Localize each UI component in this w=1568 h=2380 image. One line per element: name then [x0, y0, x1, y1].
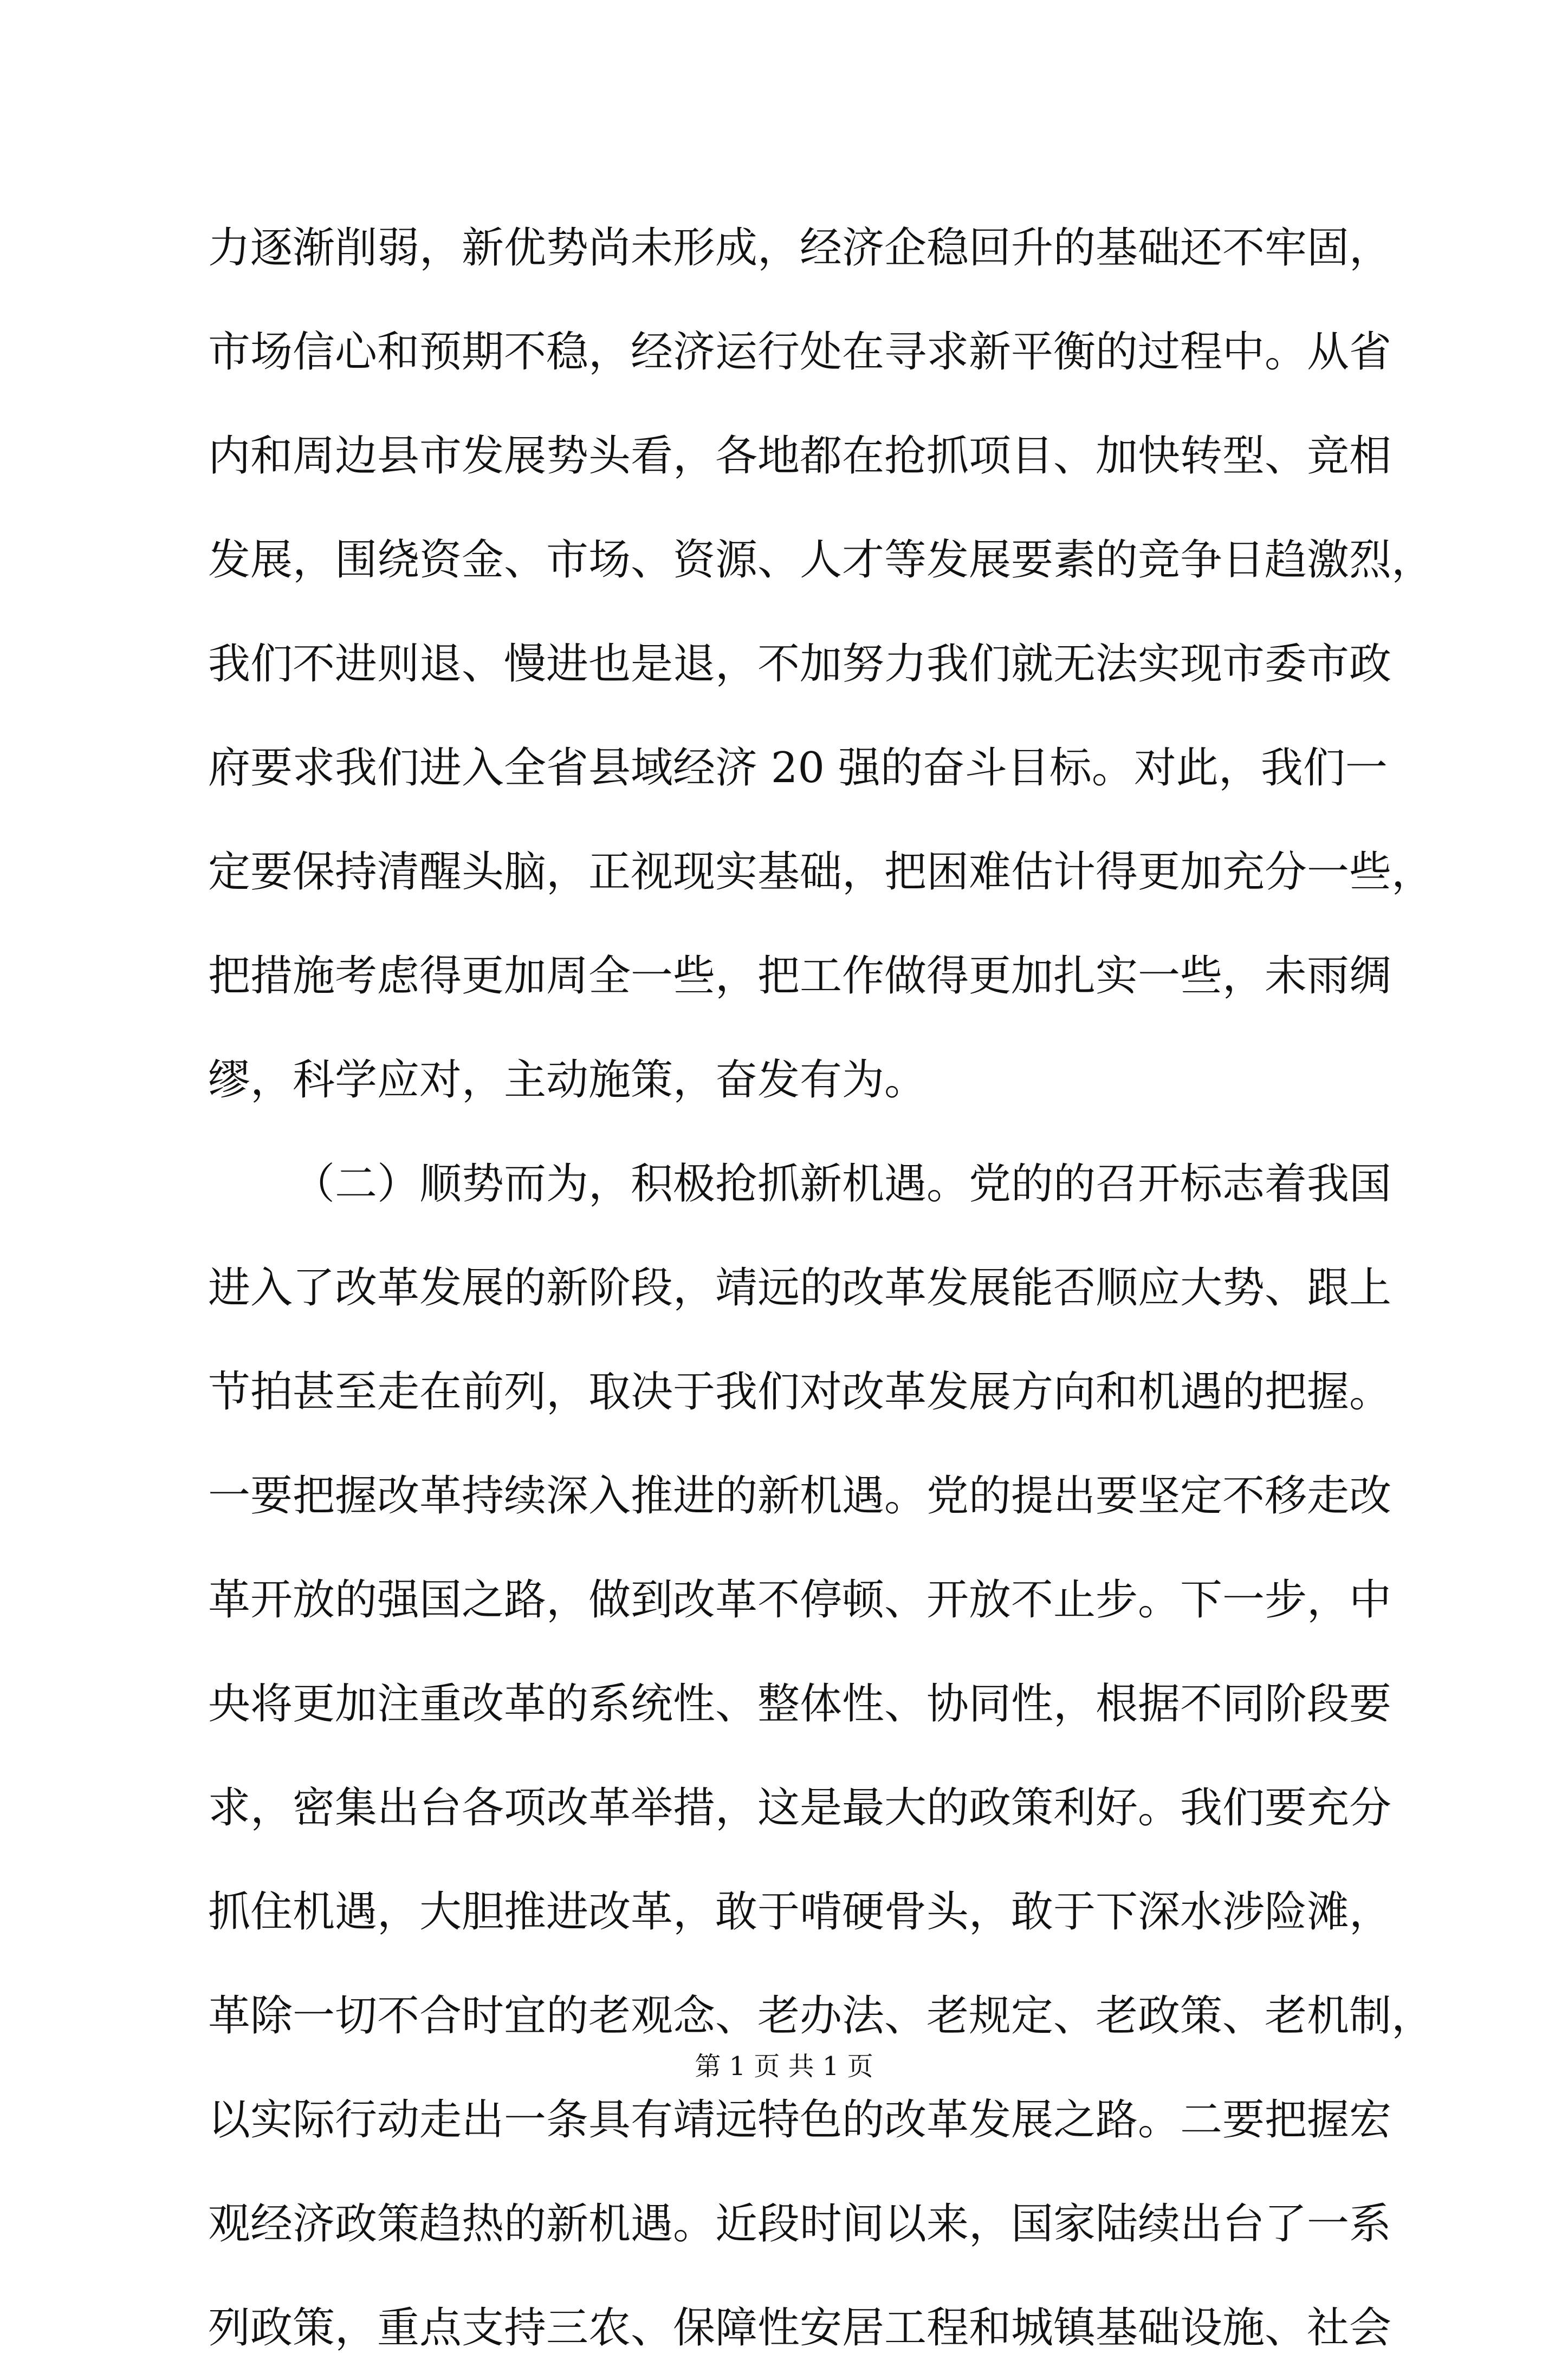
text-line-5: 我们不进则退、慢进也是退，不加努力我们就无法实现市委市政 — [208, 640, 1392, 688]
text-line-18: 革除一切不合时宜的老观念、老办法、老规定、老政策、老机制， — [208, 1992, 1434, 2040]
text-line-16: 求，密集出台各项改革举措，这是最大的政策利好。我们要充分 — [208, 1784, 1392, 1832]
text-line-6: 府要求我们进入全省县域经济 20 强的奋斗目标。对此，我们一 — [208, 744, 1388, 792]
page-footer — [0, 2045, 1568, 2088]
text-line-3: 内和周边县市发展势头看，各地都在抢抓项目、加快转型、竞相 — [208, 432, 1392, 480]
text-line-14: 革开放的强国之路，做到改革不停顿、开放不止步。下一步，中 — [208, 1576, 1392, 1624]
section-heading-line: （二）顺势而为，积极抢抓新机遇。党的的召开标志着我国 — [293, 1160, 1392, 1208]
text-line-1: 力逐渐削弱，新优势尚未形成，经济企稳回升的基础还不牢固， — [208, 224, 1392, 272]
text-line-21: 列政策，重点支持三农、保障性安居工程和城镇基础设施、社会 — [208, 2304, 1392, 2352]
text-line-17: 抓住机遇，大胆推进改革，敢于啃硬骨头，敢于下深水涉险滩， — [208, 1888, 1392, 1936]
page-number-label: 第 1 页 共 1 页 — [695, 2051, 873, 2082]
text-line-13: 一要把握改革持续深入推进的新机遇。党的提出要坚定不移走改 — [208, 1472, 1392, 1520]
text-line-11: 进入了改革发展的新阶段，靖远的改革发展能否顺应大势、跟上 — [208, 1264, 1392, 1312]
text-line-4: 发展，围绕资金、市场、资源、人才等发展要素的竞争日趋激烈， — [208, 536, 1434, 584]
text-line-9: 缪，科学应对，主动施策，奋发有为。 — [208, 1056, 927, 1104]
text-line-19: 以实际行动走出一条具有靖远特色的改革发展之路。二要把握宏 — [208, 2096, 1392, 2144]
text-line-12: 节拍甚至走在前列，取决于我们对改革发展方向和机遇的把握。 — [208, 1368, 1392, 1416]
text-line-8: 把措施考虑得更加周全一些，把工作做得更加扎实一些，未雨绸 — [208, 952, 1392, 1000]
text-line-2: 市场信心和预期不稳，经济运行处在寻求新平衡的过程中。从省 — [208, 328, 1392, 376]
text-line-7: 定要保持清醒头脑，正视现实基础，把困难估计得更加充分一些， — [208, 848, 1434, 896]
text-line-20: 观经济政策趋热的新机遇。近段时间以来，国家陆续出台了一系 — [208, 2200, 1392, 2248]
text-line-15: 央将更加注重改革的系统性、整体性、协同性，根据不同阶段要 — [208, 1680, 1392, 1728]
